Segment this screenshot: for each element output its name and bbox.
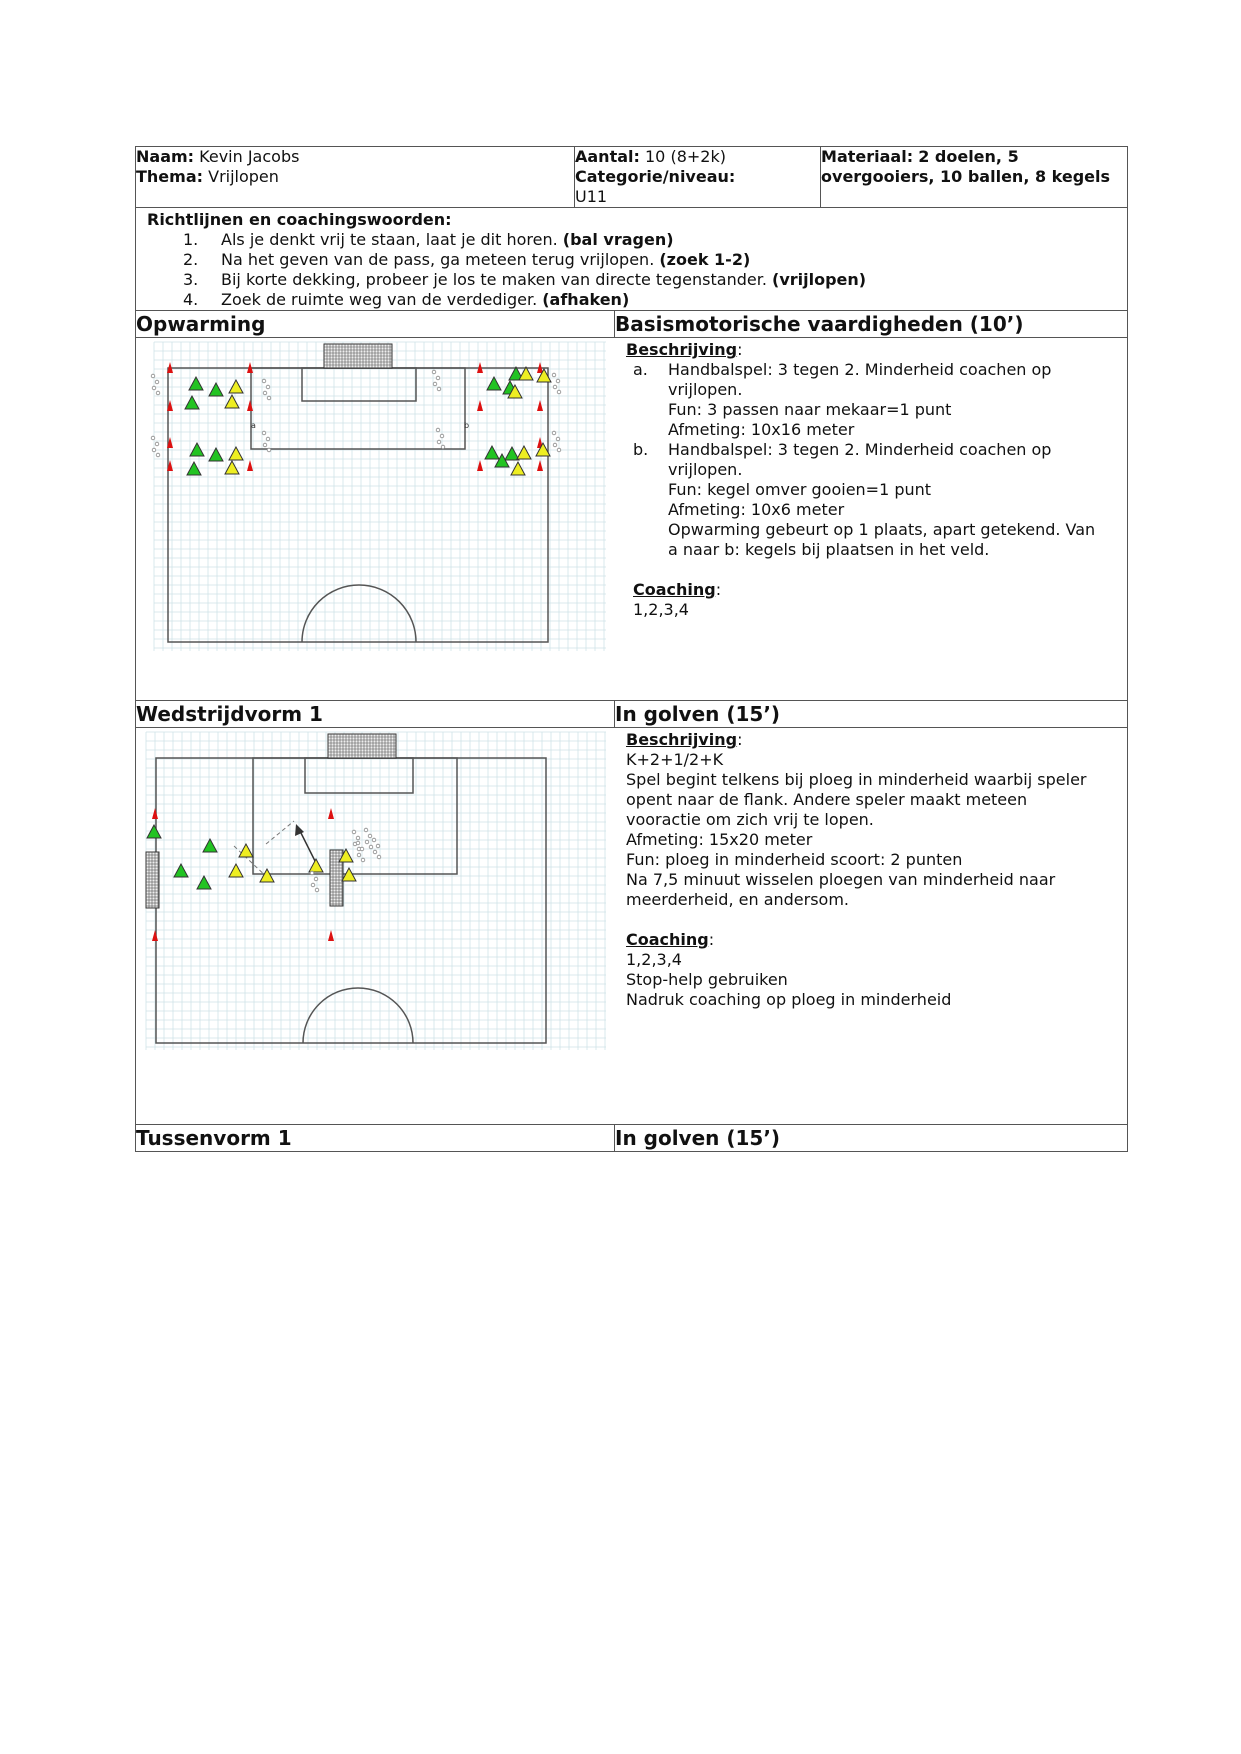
description-label: Beschrijving	[626, 340, 738, 359]
guideline-item	[147, 270, 1116, 290]
guideline-number: 1.	[183, 230, 199, 249]
exercise-item	[626, 360, 1116, 440]
guideline-sentence: Bij korte dekking, probeer je los te maken van directe tegenstander.	[221, 270, 772, 289]
coaching-line: 1,2,3,4	[626, 950, 682, 969]
session-sheet	[135, 146, 1127, 1152]
name-theme-cell: Naam: Kevin Jacobs Thema: Vrijlopen	[136, 147, 575, 208]
exercise-line: Afmeting: 10x6 meter	[668, 500, 845, 519]
section2-description: Beschrijving: K+2+1/2+K Spel begint telkens bij ploeg in minderheid waarbij speler opent naar de flank. Andere speler maakt meteen vooractie om zich vrij te lopen. Afmeting: 15x20 meter Fun: ploeg in minderheid scoort: 2 punten Na 7,5 minuut wisselen ploegen van minderheid naar meerderheid, en andersom. Coaching: 1,2,3,4 Stop-help gebruiken Nadruk coaching op ploeg in minderheid	[615, 728, 1128, 1125]
section1-title: Opwarming	[136, 311, 615, 338]
match-diagram-cell	[136, 728, 615, 1125]
exercise-line: vrijlopen.	[668, 380, 743, 399]
guideline-sentence: Als je denkt vrij te staan, laat je dit horen.	[221, 230, 563, 249]
exercise-line: Opwarming gebeurt op 1 plaats, apart getekend. Van	[668, 520, 1096, 539]
guidelines-cell	[136, 208, 1128, 311]
exercise-text	[668, 360, 1051, 440]
goal-icon	[328, 734, 396, 758]
area-label-b: b	[464, 421, 470, 430]
description-line: opent naar de flank. Andere speler maakt meteen	[626, 790, 1028, 809]
coaching-line: Nadruk coaching op ploeg in minderheid	[626, 990, 952, 1009]
description-line: meerderheid, en andersom.	[626, 890, 850, 909]
diagram-background	[136, 728, 615, 1124]
goal-icon	[324, 344, 392, 368]
exercise-line: Fun: 3 passen naar mekaar=1 punt	[668, 400, 952, 419]
category-value: U11	[575, 187, 608, 206]
exercise-line: Handbalspel: 3 tegen 2. Minderheid coachen op	[668, 360, 1052, 379]
guideline-text	[221, 290, 629, 310]
section1-title-row	[136, 311, 1128, 338]
material-value: 2 doelen, 5 overgooiers, 10 ballen, 8 kegels	[821, 147, 1111, 186]
section1-body-row	[136, 338, 1128, 701]
section2-title: Wedstrijdvorm 1	[136, 701, 615, 728]
guideline-sentence: Zoek de ruimte weg van de verdediger.	[221, 290, 543, 309]
trainer-name: Kevin Jacobs	[199, 147, 300, 166]
description-line: K+2+1/2+K	[626, 750, 724, 769]
exercise-item	[626, 440, 1116, 560]
guideline-keyword: (afhaken)	[542, 290, 630, 309]
exercise-letter: b.	[633, 440, 649, 459]
coaching-label: Coaching	[633, 580, 716, 599]
header-row	[136, 147, 1128, 208]
guideline-text	[221, 230, 674, 250]
section2-coaching	[626, 950, 1116, 1010]
coaching-label: Coaching	[626, 930, 709, 949]
guideline-text	[221, 270, 866, 290]
description-label: Beschrijving	[626, 730, 738, 749]
section1-description: Beschrijving: a. Handbalspel: 3 tegen 2. Minderheid coachen op vrijlopen. Fun: 3 passen naar mekaar=1 punt Afmeting: 10x16 meter b. Handbalspel: 3 tegen 2. Minderheid coachen op vrijlopen. Fun: kegel omver gooien=1 punt Afmeting: 10x6 meter Opwarming gebeurt op 1 plaats, apart getekend. Van a naar b: kegels bij plaatsen in het veld. Coaching: 1,2,3,4	[615, 338, 1128, 701]
section3-subtitle: In golven (15’)	[615, 1125, 1128, 1152]
description-line: Spel begint telkens bij ploeg in minderheid waarbij speler	[626, 770, 1087, 789]
coaching-line: Stop-help gebruiken	[626, 970, 788, 989]
exercise-letter: a.	[633, 360, 648, 379]
warmup-field-diagram	[136, 338, 615, 700]
description-line: Afmeting: 15x20 meter	[626, 830, 813, 849]
guideline-item	[147, 250, 1116, 270]
section2-subtitle: In golven (15’)	[615, 701, 1128, 728]
guideline-keyword: (bal vragen)	[562, 230, 674, 249]
section2-body-row	[136, 728, 1128, 1125]
player-count: 10 (8+2k)	[645, 147, 726, 166]
warmup-diagram-cell	[136, 338, 615, 701]
section3-title: Tussenvorm 1	[136, 1125, 615, 1152]
guidelines-title: Richtlijnen en coachingswoorden:	[147, 210, 452, 229]
theme-value: Vrijlopen	[208, 167, 279, 186]
exercise-text	[668, 440, 1095, 560]
guideline-number: 3.	[183, 270, 199, 289]
guidelines-list	[147, 230, 1116, 310]
guideline-keyword: (zoek 1-2)	[659, 250, 751, 269]
exercise-line: Afmeting: 10x16 meter	[668, 420, 855, 439]
guideline-item	[147, 230, 1116, 250]
match-field-diagram	[136, 728, 615, 1124]
guideline-text	[221, 250, 750, 270]
guideline-keyword: (vrijlopen)	[772, 270, 867, 289]
coaching-value: 1,2,3,4	[633, 600, 689, 619]
exercise-line: Fun: kegel omver gooien=1 punt	[668, 480, 932, 499]
exercise-line: Handbalspel: 3 tegen 2. Minderheid coachen op	[668, 440, 1052, 459]
area-label-a: a	[251, 421, 256, 430]
description-line: vooractie om zich vrij te lopen.	[626, 810, 874, 829]
guidelines-row	[136, 208, 1128, 311]
count-category-cell: Aantal: 10 (8+2k) Categorie/niveau: U11	[575, 147, 821, 208]
training-plan-table	[135, 146, 1128, 1152]
section2-title-row	[136, 701, 1128, 728]
material-cell: Materiaal: 2 doelen, 5 overgooiers, 10 ballen, 8 kegels	[821, 147, 1128, 208]
exercise-line: a naar b: kegels bij plaatsen in het veld.	[668, 540, 990, 559]
description-line: Fun: ploeg in minderheid scoort: 2 punten	[626, 850, 963, 869]
section1-subtitle: Basismotorische vaardigheden (10’)	[615, 311, 1128, 338]
guideline-item	[147, 290, 1116, 310]
guideline-number: 4.	[183, 290, 199, 309]
section1-items	[626, 360, 1116, 560]
section3-title-row	[136, 1125, 1128, 1152]
left-goal-icon	[146, 852, 159, 908]
guideline-number: 2.	[183, 250, 199, 269]
description-line: Na 7,5 minuut wisselen ploegen van minderheid naar	[626, 870, 1056, 889]
guideline-sentence: Na het geven van de pass, ga meteen terug vrijlopen.	[221, 250, 660, 269]
exercise-line: vrijlopen.	[668, 460, 743, 479]
section2-lines	[626, 750, 1116, 910]
